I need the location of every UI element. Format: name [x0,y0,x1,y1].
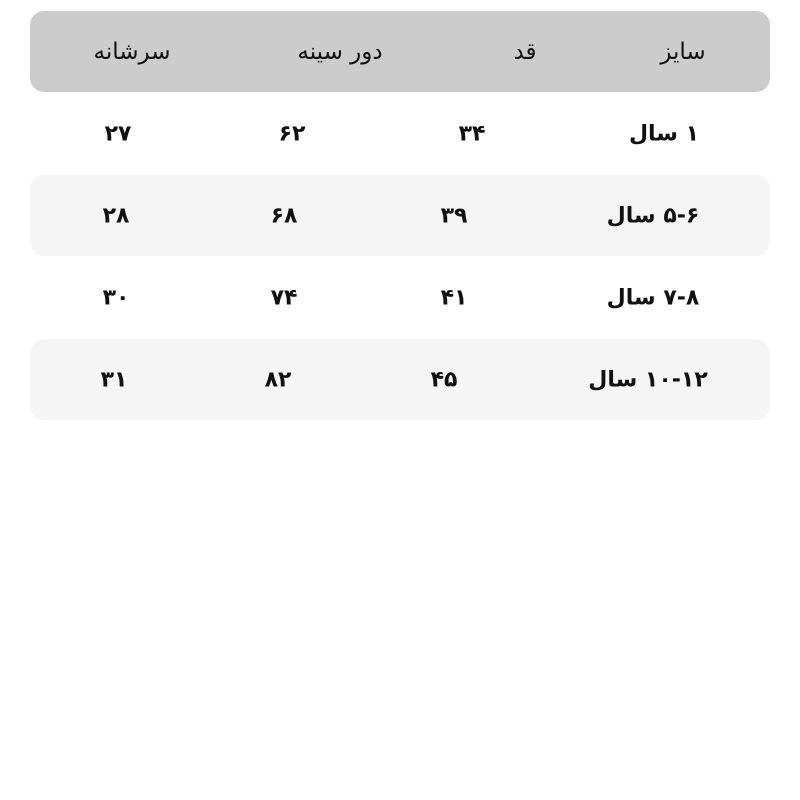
cell-size: ۱۰-۱۲ سال [588,367,708,392]
size-chart-table [30,11,770,421]
cell-height: ۳۹ [440,203,468,228]
header-height: قد [513,38,537,65]
cell-height: ۳۴ [458,121,486,146]
header-chest: دور سینه [297,38,383,65]
cell-size: ۱ سال [628,121,700,146]
cell-size: ۷-۸ سال [606,285,700,310]
table-row [30,93,770,174]
table-row [30,257,770,338]
cell-size: ۵-۶ سال [606,203,700,228]
table-row [30,339,770,420]
table-header-row [30,11,770,92]
cell-chest: ۶۸ [270,203,298,228]
cell-height: ۴۱ [440,285,468,310]
cell-shoulder: ۳۱ [100,367,128,392]
cell-shoulder: ۲۷ [104,121,132,146]
cell-shoulder: ۳۰ [102,285,130,310]
cell-chest: ۶۲ [278,121,306,146]
cell-chest: ۷۴ [270,285,298,310]
header-shoulder: سرشانه [93,38,171,65]
table-row [30,175,770,256]
cell-height: ۴۵ [430,367,458,392]
cell-chest: ۸۲ [264,367,292,392]
header-size: سایز [660,38,706,65]
cell-shoulder: ۲۸ [102,203,130,228]
